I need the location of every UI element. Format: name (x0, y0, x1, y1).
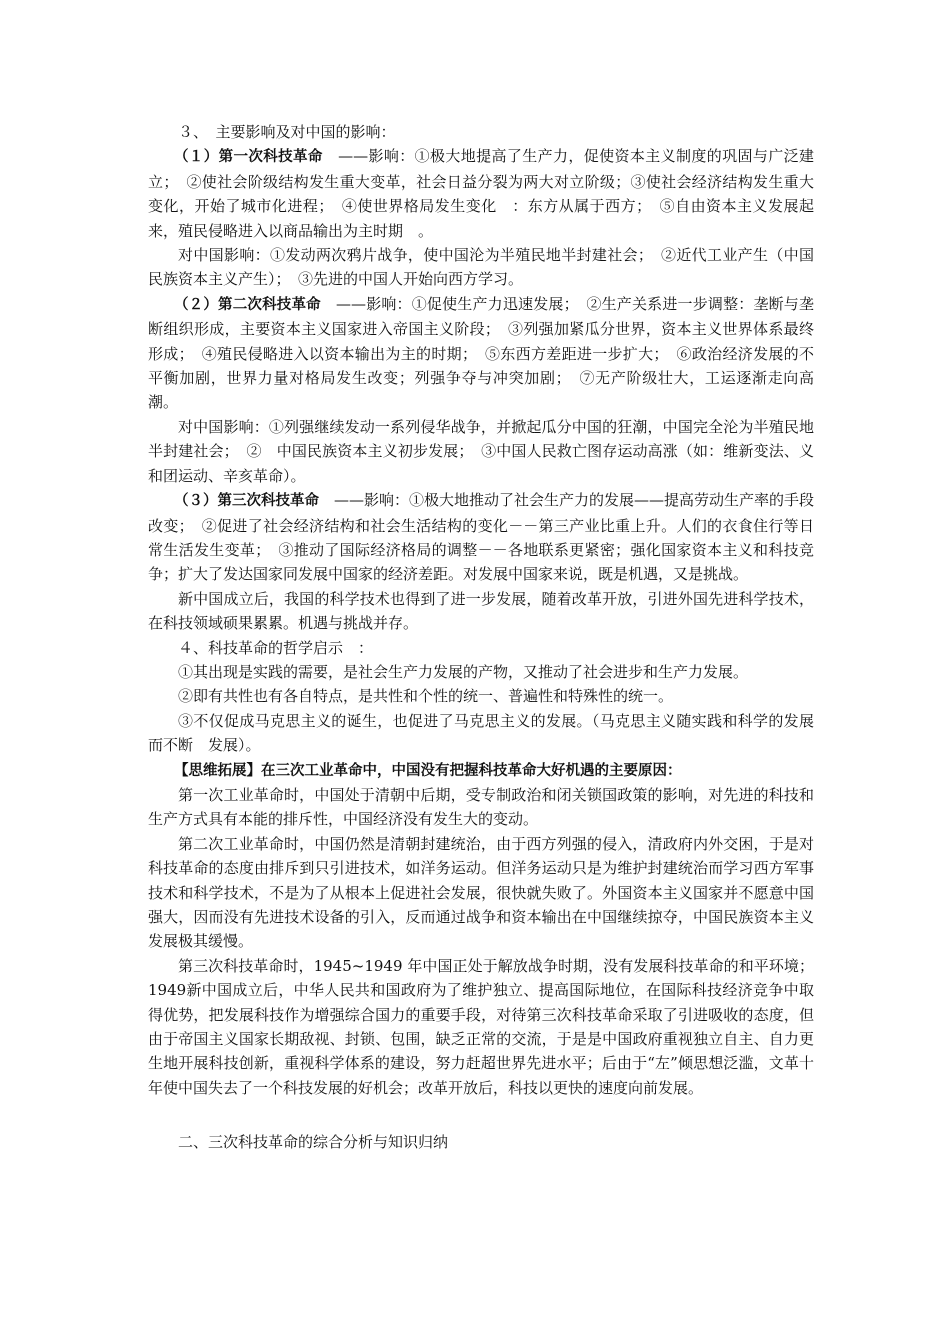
revolution-2-china-impact: 对中国影响：①列强继续发动一系列侵华战争，并掀起瓜分中国的狂潮，中国完全沦为半殖民地半封建社会； ② 中国民族资本主义初步发展； ③中国人民救亡图存运动高涨（如：维新变法、义和团运动、辛亥革命）。 (148, 417, 814, 485)
thinking-heading-text: 【思维拓展】在三次工业革命中，中国没有把握科技革命大好机遇的主要原因： (174, 762, 682, 779)
revolution-1-label: （１）第一次科技革命 (174, 149, 323, 166)
thinking-paragraph-2: 第二次工业革命时，中国仍然是清朝封建统治，由于西方列强的侵入，清政府内外交困，于是对科技革命的态度由排斥到只引进技术，如洋务运动。但洋务运动只是为维护封建统治而学习西方军事技术和科学技术，不是为了从根本上促进社会发展，很快就失败了。外国资本主义国家并不愿意中国强大，因而没有先进技术设备的引入，反而通过战争和资本输出在中国继续掠夺，中国民族资本主义发展极其缓慢。 (148, 834, 814, 951)
section-4-point-3: ③不仅促成马克思主义的诞生，也促进了马克思主义的发展。（马克思主义随实践和科学的发展而不断 发展）。 (148, 711, 814, 755)
thinking-extension-heading (148, 758, 814, 783)
revolution-3-label: （３）第三次科技革命 (174, 493, 319, 510)
section-4-point-2: ②即有共性也有各自特点，是共性和个性的统一、普遍性和特殊性的统一。 (178, 687, 674, 706)
revolution-2-text: ——影响：①促使生产力迅速发展； ②生产关系进一步调整：垄断与垄断组织形成，主要资本主义国家进入帝国主义阶段； ③列强加紧瓜分世界，资本主义世界体系最终形成； ④殖民侵略进入以资本输出为主的时期； ⑤东西方差距进一步扩大； ⑥政治经济发展的不平衡加剧，世界力量对格局发生改变；列强争夺与冲突加剧； ⑦无产阶级壮大，工运逐渐走向高潮。 (148, 294, 814, 412)
section-4-point-1: ①其出现是实践的需要，是社会生产力发展的产物，又推动了社会进步和生产力发展。 (178, 662, 749, 681)
revolution-3-paragraph (148, 488, 814, 587)
thinking-paragraph-1: 第一次工业革命时，中国处于清朝中后期，受专制政治和闭关锁国政策的影响，对先进的科技和生产方式具有本能的排斥性，中国经济没有发生大的变动。 (148, 785, 814, 829)
section-4-heading: ４、科技革命的哲学启示 ： (178, 638, 374, 657)
revolution-3-text: ——影响：①极大地推动了社会生产力的发展——提高劳动生产率的手段改变； ②促进了社会经济结构和社会生活结构的变化－－第三产业比重上升。人们的衣食住行等日常生活发生变革； ③推动了国际经济格局的调整－－各地联系更紧密；强化国家资本主义和科技竞争；扩大了发达国家同发展中国家的经济差距。对发展中国家来说，既是机遇，又是挑战。 (148, 491, 815, 584)
section-spacer (148, 1100, 814, 1130)
revolution-2-paragraph (148, 292, 814, 415)
revolution-1-china-impact: 对中国影响：①发动两次鸦片战争，使中国沦为半殖民地半封建社会； ②近代工业产生（中国民族资本主义产生）； ③先进的中国人开始向西方学习。 (148, 246, 814, 289)
revolution-1-text: ——影响：①极大地提高了生产力，促使资本主义制度的巩固与广泛建立； ②使社会阶级结构发生重大变革，社会日益分裂为两大对立阶级；③使社会经济结构发生重大变化，开始了城市化进程； ④使世界格局发生变化 ：东方从属于西方； ⑤自由资本主义发展起来，殖民侵略进入以商品输出为主时期 。 (148, 147, 814, 240)
revolution-2-label: （２）第二次科技革命 (174, 296, 321, 313)
revolution-3-china-impact: 新中国成立后，我国的科学技术也得到了进一步发展，随着改革开放，引进外国先进科学技术，在科技领域硕果累累。机遇与挑战并存。 (148, 589, 814, 633)
revolution-1-paragraph (148, 144, 814, 243)
thinking-paragraph-3: 第三次科技革命时，1945~1949 年中国正处于解放战争时期，没有发展科技革命的和平环境；1949新中国成立后，中华人民共和国政府为了维护独立、提高国际地位，在国际科技经济竞争中取得优势，把发展科技作为增强综合国力的重要手段，对待第三次科技革命采取了引进吸收的态度，但由于帝国主义国家长期敌视、封锁、包围，缺乏正常的交流，于是是中国政府重视独立自主、自力更生地开展科技创新，重视科学体系的建设，努力赶超世界先进水平；后由于“左”倾思想泛滥，文革十年使中国失去了一个科技发展的好机会；改革开放后，科技以更快的速度向前发展。 (148, 956, 814, 1097)
section-3-heading: ３、 主要影响及对中国的影响： (178, 123, 396, 141)
part-2-heading: 二、三次科技革命的综合分析与知识归纳 (178, 1133, 449, 1152)
document-page (148, 120, 814, 1155)
